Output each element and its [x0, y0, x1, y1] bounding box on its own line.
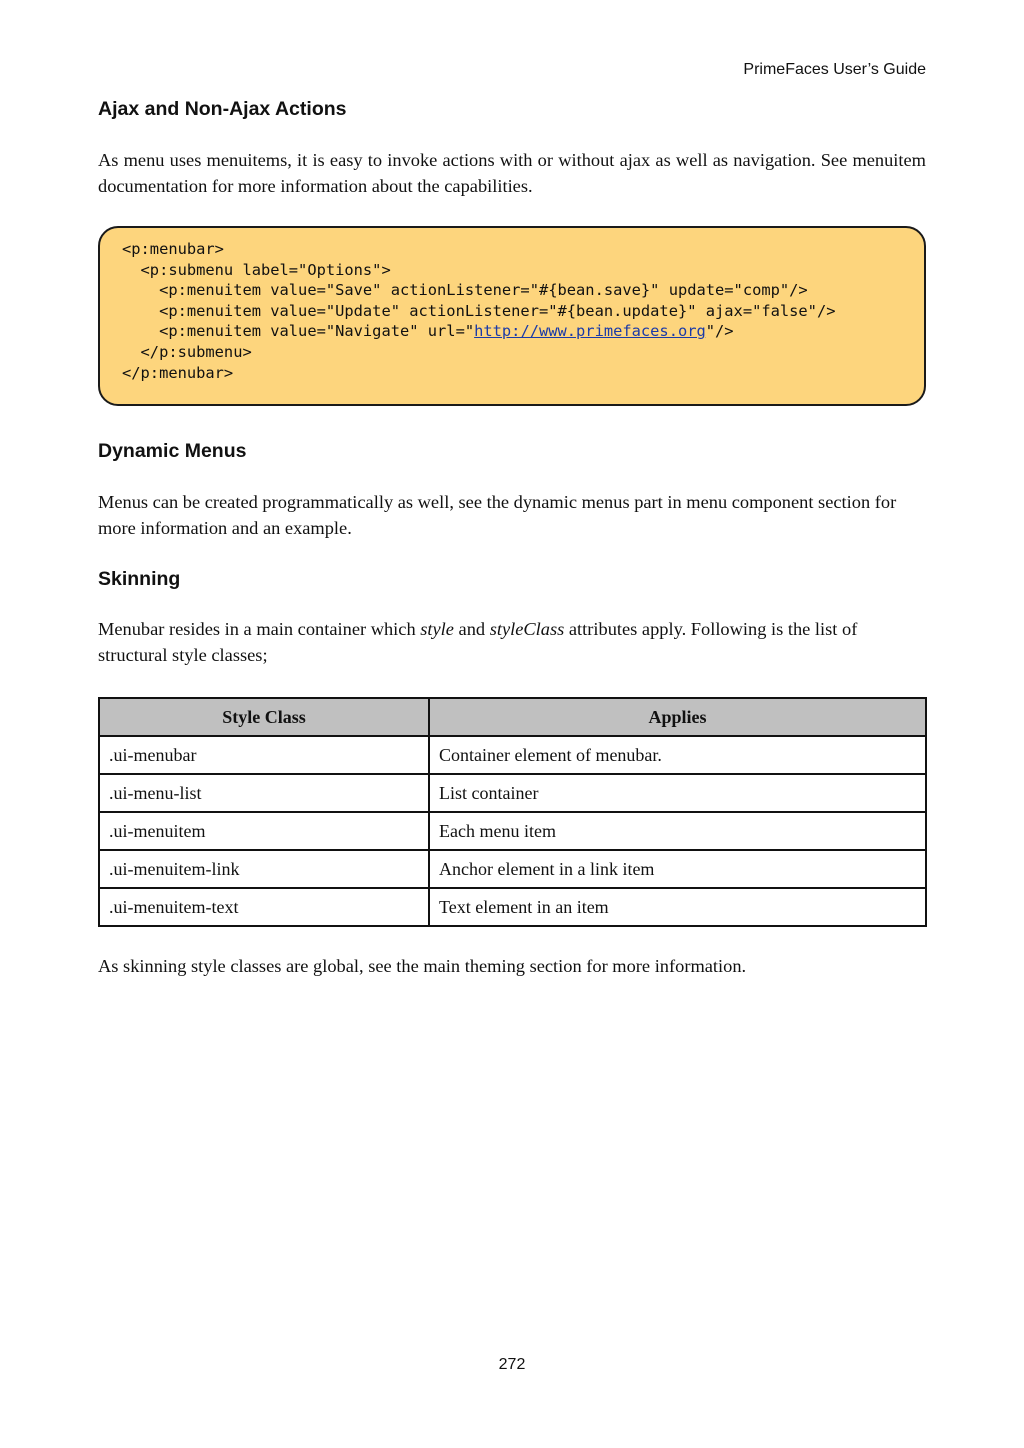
primefaces-link[interactable]: http://www.primefaces.org	[474, 322, 706, 341]
code-example-box	[98, 226, 926, 406]
skinning-paragraph	[98, 616, 926, 668]
code-line: </p:menubar>	[122, 363, 234, 382]
ajax-paragraph: As menu uses menuitems, it is easy to invoke actions with or without ajax as well as navigation. See menuitem documentation for more information about the capabilities.	[98, 150, 926, 196]
text-segment: Menubar resides in a main container which	[98, 619, 421, 640]
styleclass-term: styleClass	[489, 619, 565, 640]
applies-cell: Text element in an item	[429, 888, 926, 926]
text-segment: and	[453, 619, 490, 640]
style-term: style	[420, 619, 454, 640]
code-line-navigate	[122, 321, 924, 342]
section-heading-ajax: Ajax and Non-Ajax Actions	[98, 98, 347, 120]
applies-cell: Each menu item	[429, 812, 926, 850]
section-heading-skinning: Skinning	[98, 568, 181, 591]
style-class-cell: .ui-menuitem-text	[99, 888, 429, 926]
page-content	[98, 96, 926, 979]
code-line: <p:menuitem value="Update" actionListener="#{bean.update}" ajax="false"/>	[122, 301, 836, 320]
applies-cell: List container	[429, 774, 926, 812]
table-row	[99, 850, 926, 888]
code-line: <p:menuitem value="Save" actionListener="#{bean.save}" update="comp"/>	[122, 281, 808, 300]
style-class-table	[98, 697, 927, 927]
applies-cell: Anchor element in a link item	[429, 850, 926, 888]
column-header-applies: Applies	[429, 698, 926, 736]
section-heading-dynamic: Dynamic Menus	[98, 440, 247, 463]
applies-cell: Container element of menubar.	[429, 736, 926, 774]
code-line: <p:submenu label="Options">	[122, 260, 391, 279]
style-class-cell: .ui-menubar	[99, 736, 429, 774]
column-header-style-class: Style Class	[99, 698, 429, 736]
style-class-cell: .ui-menu-list	[99, 774, 429, 812]
table-row	[99, 736, 926, 774]
style-class-cell: .ui-menuitem-link	[99, 850, 429, 888]
code-line: </p:submenu>	[122, 342, 252, 361]
table-header-row	[99, 698, 926, 736]
code-segment: "/>	[705, 322, 734, 341]
code-segment: <p:menuitem value="Navigate" url="	[122, 322, 475, 341]
table-row	[99, 812, 926, 850]
closing-paragraph: As skinning style classes are global, see the main theming section for more information.	[98, 956, 747, 977]
style-class-cell: .ui-menuitem	[99, 812, 429, 850]
dynamic-paragraph: Menus can be created programmatically as well, see the dynamic menus part in menu component section for more information and an example.	[98, 492, 897, 539]
page-number: 272	[498, 1356, 526, 1373]
table-row	[99, 774, 926, 812]
table-row	[99, 888, 926, 926]
text-segment: attributes apply. Following is the list of structural style classes;	[98, 619, 858, 666]
code-line: <p:menubar>	[122, 240, 224, 258]
running-header: PrimeFaces User’s Guide	[743, 61, 926, 78]
